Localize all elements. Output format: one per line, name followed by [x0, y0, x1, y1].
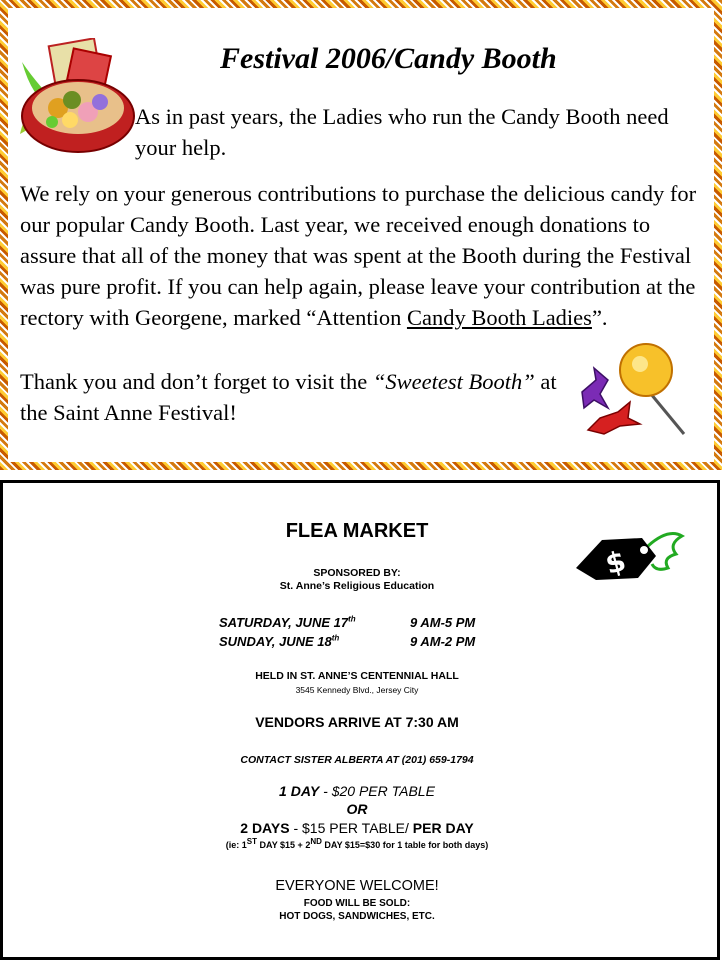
venue-name: HELD IN ST. ANNE’S CENTENNIAL HALL	[255, 670, 459, 682]
flea-market-title: FLEA MARKET	[285, 520, 429, 542]
contribution-end: ”.	[591, 305, 608, 330]
candy-booth-ladies-label: Candy Booth Ladies	[406, 305, 592, 330]
venue-address: 3545 Kennedy Blvd., Jersey City	[295, 685, 419, 695]
sponsor-name: St. Anne’s Religious Education	[279, 580, 435, 592]
contribution-paragraph	[20, 178, 705, 333]
sunday-date	[219, 634, 339, 649]
saturday-date	[219, 615, 356, 630]
candy-lollipop-illustration	[574, 338, 690, 444]
sweetest-booth-label: “Sweetest Booth”	[372, 369, 535, 394]
pricing-example	[0, 837, 714, 850]
sunday-hours: 9 AM-2 PM	[410, 634, 476, 649]
saturday-suffix: th	[348, 614, 356, 624]
sunday-label: SUNDAY, JUNE 18	[219, 634, 332, 649]
candy-bowl-illustration	[12, 38, 136, 156]
contribution-text: We rely on your generous contributions to purchase the delicious candy for our popular Candy Booth. Last year, we received enough donations to assure that all of the money that was spent at the Booth during the Festival was pure profit. If you can help again, please leave your contribution at the rectory with Georgene, marked “Attention	[20, 181, 697, 330]
price-tag-symbol: $	[601, 544, 630, 582]
one-day-price	[0, 783, 714, 799]
thank-you-paragraph	[20, 366, 580, 428]
example-part-3: DAY $15=$30 for 1 table for both days)	[321, 840, 489, 850]
two-day-price	[0, 820, 714, 836]
saturday-hours: 9 AM-5 PM	[410, 615, 476, 630]
example-sup-2: ND	[310, 837, 322, 846]
saturday-label: SATURDAY, JUNE 17	[219, 615, 349, 630]
sunday-suffix: th	[331, 633, 340, 643]
example-part-2: DAY $15 + 2	[257, 840, 311, 850]
example-part-1: (ie: 1	[225, 840, 247, 850]
food-items: HOT DOGS, SANDWICHES, ETC.	[279, 911, 435, 922]
vendors-arrival: VENDORS ARRIVE AT 7:30 AM	[255, 714, 459, 730]
food-label: FOOD WILL BE SOLD:	[303, 898, 411, 909]
one-day-rate: - $20 PER TABLE	[319, 783, 435, 799]
candy-booth-title: Festival 2006/Candy Booth	[220, 42, 557, 75]
two-day-rate: - $15 PER TABLE/	[289, 820, 413, 836]
sponsored-by-label: SPONSORED BY:	[313, 567, 401, 579]
one-day-label: 1 DAY	[279, 783, 320, 799]
everyone-welcome: EVERYONE WELCOME!	[275, 878, 439, 894]
or-separator: OR	[346, 801, 368, 817]
contact-info: CONTACT SISTER ALBERTA AT (201) 659-1794	[240, 754, 474, 766]
two-day-unit: PER DAY	[412, 820, 474, 836]
two-day-label: 2 DAYS	[240, 820, 290, 836]
thank-you-end: at the Saint Anne Festival!	[20, 369, 557, 425]
thank-you-text: Thank you and don’t forget to visit the	[20, 369, 373, 394]
example-sup-1: ST	[246, 837, 258, 846]
intro-paragraph: As in past years, the Ladies who run the Candy Booth need your help.	[135, 104, 669, 160]
